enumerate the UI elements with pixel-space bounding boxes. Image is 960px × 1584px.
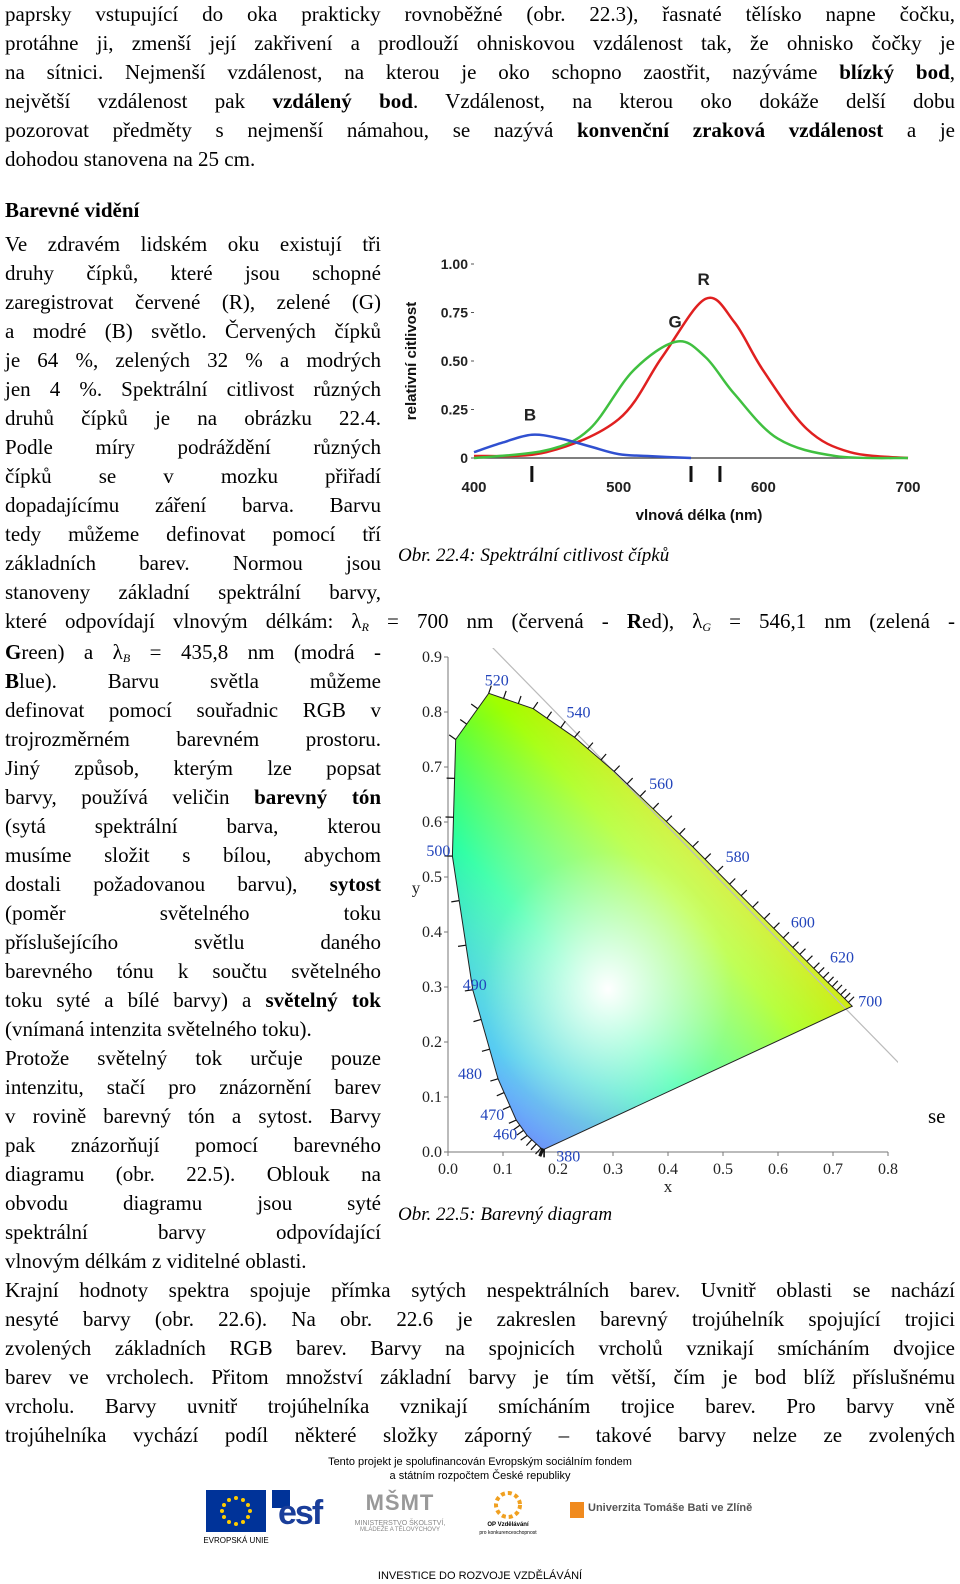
text-line: (poměr světelného toku	[5, 901, 381, 925]
locus-tick	[531, 1144, 536, 1150]
text-line: protáhne ji, zmenší její zakřivení a prodlouží ohniskovou vzdálenost tak, že ohnisko čočky je	[5, 31, 955, 55]
wavelength-label: 460	[493, 1126, 518, 1144]
x-tick-label: 400	[461, 479, 487, 496]
locus-tick	[774, 923, 780, 929]
bold-letter: R	[626, 609, 643, 633]
locus-tick	[841, 989, 847, 995]
text-line: Podle míry podráždění různých	[5, 435, 381, 459]
text-line: zvolených základních RGB barev. Barvy na spojnicích vrcholů vznikají smícháním dvojice	[5, 1336, 955, 1360]
locus-tick	[693, 841, 699, 847]
locus-tick	[504, 691, 507, 699]
locus-tick	[845, 993, 851, 999]
wavelength-label: 490	[462, 976, 487, 994]
x-tick-label: 0.7	[823, 1161, 843, 1178]
locus-tick	[473, 1019, 481, 1021]
x-tick-label: 700	[895, 479, 921, 496]
locus-tick	[521, 1136, 528, 1141]
locus-tick	[460, 719, 467, 724]
subscript: R	[361, 620, 369, 634]
text-span: které odpovídají vlnovým délkám: λ	[5, 609, 362, 633]
text-line: pak znázorňují pomocí barevného	[5, 1133, 381, 1157]
text-line: stanoveny základní spektrální barvy,	[5, 580, 381, 604]
locus-tick	[705, 854, 711, 860]
locus-tick	[814, 963, 820, 969]
white-point-glow	[398, 648, 898, 1198]
wavelength-label: 540	[566, 704, 591, 722]
locus-tick	[764, 913, 770, 919]
msmt-logo	[350, 1490, 450, 1540]
x-tick-label: 0.2	[548, 1161, 568, 1178]
text-line: Jiný způsob, kterým lze popsat	[5, 756, 381, 780]
text-line: druhů čípků je na obrázku 22.4.	[5, 406, 381, 430]
text-line: zaregistrovat červené (R), zelené (G)	[5, 290, 381, 314]
text-line: Krajní hodnoty spektra spojuje přímka sytých nespektrálních barev. Uvnitř oblasti se nachází	[5, 1278, 955, 1302]
locus-tick	[451, 901, 459, 902]
wavelength-label: 480	[458, 1065, 483, 1083]
text-line: barev ve vrcholech. Přitom množství základní barvy je tím větší, čím je bod blíž příslušnému	[5, 1365, 955, 1389]
y-tick-label: 0.50	[440, 353, 468, 369]
locus-tick	[653, 803, 659, 809]
text-line: barevného tónu k součtu světelného	[5, 959, 381, 983]
locus-tick	[836, 985, 842, 991]
series-label-B: B	[523, 405, 537, 425]
locus-tick	[449, 735, 456, 740]
wavelength-label: 380	[556, 1148, 581, 1166]
locus-tick	[640, 791, 646, 797]
text-line: (sytá spektrální barva, kterou	[5, 814, 381, 838]
text-line: definovat pomocí souřadnic RGB v	[5, 698, 381, 722]
text-span: = 700 nm (červená -	[368, 609, 627, 633]
footer	[0, 1450, 960, 1584]
op-text: OP Vzdělávání	[487, 1522, 529, 1528]
text-line: toku syté a bílé barvy) a světelný tok	[5, 988, 381, 1012]
x-tick-label: 0.1	[493, 1161, 513, 1178]
text-line: čípků se v mozku přiřadí	[5, 464, 381, 488]
x-tick-label: 600	[750, 479, 776, 496]
text-line: tedy můžeme definovat pomocí tří	[5, 522, 381, 546]
trailing-word: se	[928, 1104, 946, 1128]
text-span: ed), λ	[642, 609, 703, 633]
text-span: reen) a λ	[21, 640, 123, 664]
text-line: největší vzdálenost pak vzdálený bod. Vzdálenost, na kterou oko dokáže delší dobu	[5, 89, 955, 113]
op-subtext: pro konkurenceschopnost	[479, 1530, 537, 1536]
locus-tick	[793, 942, 799, 948]
text-line: vlnovým délkám z viditelné oblasti.	[5, 1249, 307, 1273]
op-emblem-icon	[490, 1490, 526, 1520]
wavelength-label: 500	[426, 843, 451, 861]
series-label-G: G	[668, 312, 682, 332]
y-axis-label: relativní citlivost	[403, 301, 420, 421]
footer-text-1: Tento projekt je spolufinancován Evropským sociálním fondem	[328, 1456, 632, 1468]
locus-tick	[490, 1079, 498, 1081]
locus-tick	[848, 997, 854, 1003]
x-axis-label: x	[663, 1177, 673, 1196]
locus-tick	[819, 967, 825, 973]
text-span: lue). Barvu světla můžeme	[19, 669, 381, 693]
spectral-sensitivity-chart	[398, 248, 928, 532]
locus-tick	[533, 702, 538, 709]
wavelength-label: 560	[649, 775, 674, 793]
locus-tick	[482, 1049, 490, 1051]
utb-text: Univerzita Tomáše Bati ve Zlíně	[588, 1502, 753, 1514]
y-axis-label: y	[411, 878, 421, 898]
locus-tick	[497, 1093, 504, 1096]
y-tick-label: 0.8	[422, 704, 442, 721]
locus-tick	[601, 754, 606, 760]
locus-tick	[680, 828, 686, 834]
x-tick-label: 0.6	[768, 1161, 788, 1178]
text-span: = 435,8 nm (modrá -	[130, 640, 382, 664]
locus-tick	[627, 778, 633, 784]
text-line: je 64 %, zelených 32 % a modrých	[5, 348, 381, 372]
eu-stars-icon	[206, 1490, 266, 1532]
text-line	[5, 58, 955, 87]
locus-tick	[783, 932, 789, 938]
y-tick-label: 0.5	[422, 869, 442, 886]
y-tick-label: 0.2	[422, 1034, 442, 1051]
eu-logo	[206, 1490, 266, 1532]
lambda-line	[5, 607, 955, 642]
x-tick-label: 0.3	[603, 1161, 623, 1178]
locus-tick	[828, 977, 834, 983]
y-tick-label: 0.0	[422, 1144, 442, 1161]
text-line: pozorovat předměty s nejmenší námahou, se nazývá konvenční zraková vzdálenost a je	[5, 118, 955, 142]
text-line: a modré (B) světlo. Červených čípků	[5, 319, 381, 343]
locus-tick	[471, 704, 478, 709]
y-tick-label: 0.3	[422, 979, 442, 996]
x-axis-label: vlnová délka (nm)	[635, 507, 763, 524]
x-tick-label: 0.0	[438, 1161, 458, 1178]
x-tick-label: 0.4	[658, 1161, 678, 1178]
locus-tick	[509, 1120, 516, 1123]
wavelength-label: 470	[480, 1107, 505, 1125]
text-line: spektrální barvy odpovídající	[5, 1220, 381, 1244]
locus-tick	[823, 972, 829, 978]
y-tick-label: 0.25	[440, 401, 468, 418]
wavelength-label: 700	[858, 993, 883, 1011]
x-tick-label: 0.8	[878, 1161, 898, 1178]
msmt-subtext: MINISTERSTVO ŠKOLSTVÍ,	[354, 1520, 446, 1527]
locus-tick	[666, 816, 672, 822]
text-line: diagramu (obr. 22.5). Oblouk na	[5, 1162, 381, 1186]
y-tick-label: 0.75	[440, 304, 468, 321]
locus-tick	[458, 945, 466, 946]
text-line: Protože světelný tok určuje pouze	[5, 1046, 381, 1070]
locus-tick	[547, 712, 552, 719]
utb-logo	[570, 1500, 770, 1524]
text-line: musíme složit s bílou, abychom	[5, 843, 381, 867]
y-tick-label: 0.7	[422, 759, 442, 776]
locus-tick	[614, 766, 620, 772]
text-line: trojrozměrném barevném prostoru.	[5, 727, 381, 751]
locus-tick	[517, 1130, 524, 1135]
text-line: nesyté barvy (obr. 22.6). Na obr. 22.6 je zakreslen barevný trojúhelník spojující trojici	[5, 1307, 955, 1331]
series-line-G	[474, 341, 908, 458]
subscript: B	[122, 651, 131, 665]
text-line: základních barev. Normou jsou	[5, 551, 381, 575]
investice-text: INVESTICE DO ROZVOJE VZDĚLÁVÁNÍ	[377, 1570, 583, 1582]
locus-tick	[561, 721, 566, 728]
locus-tick	[730, 878, 736, 884]
eu-label: EVROPSKÁ UNIE	[203, 1536, 269, 1545]
locus-tick	[741, 890, 747, 896]
subscript: G	[702, 620, 712, 634]
text-line: v rovině barevný tón a sytost. Barvy	[5, 1104, 381, 1128]
y-tick-label: 0.1	[422, 1089, 442, 1106]
text-line: intenzitu, stačí pro znázornění barev	[5, 1075, 381, 1099]
text-line: barvy, používá veličin barevný tón	[5, 785, 381, 809]
text-line: vrcholu. Barvy uvnitř trojúhelníka vznikají smícháním trojice barev. Pro barvy vně	[5, 1394, 955, 1418]
y-tick-label: 1.00	[440, 256, 468, 272]
op-logo	[478, 1490, 538, 1540]
msmt-subtext: MLÁDEŽE A TĚLOVÝCHOVY	[360, 1527, 440, 1533]
text-line: dopadajícímu záření barva. Barvu	[5, 493, 381, 517]
series-label-R: R	[697, 269, 710, 289]
figure-caption-2: Obr. 22.5: Barevný diagram	[398, 1204, 613, 1225]
text-line: obvodu diagramu jsou syté	[5, 1191, 381, 1215]
figure-caption-1: Obr. 22.4: Spektrální citlivost čípků	[398, 545, 670, 566]
esf-text: esf	[278, 1494, 322, 1532]
footer-text-2: a státním rozpočtem České republiky	[389, 1470, 571, 1482]
locus-tick	[800, 949, 806, 955]
text-line: trojúhelníka vychází podíl některé složky záporný – takové barvy nelze ze zvolených	[5, 1423, 955, 1447]
text-line: Ve zdravém lidském oku existují tři	[5, 232, 381, 256]
wavelength-label: 520	[484, 672, 509, 690]
text-line: (vnímaná intenzita světelného toku).	[5, 1017, 312, 1041]
y-tick-label: 0.4	[422, 924, 442, 941]
text-span: = 546,1 nm (zelená -	[711, 609, 955, 633]
locus-tick	[807, 956, 813, 962]
locus-tick	[526, 1140, 531, 1146]
locus-tick	[753, 902, 759, 908]
section-heading: Barevné vidění	[5, 198, 140, 222]
x-tick-label: 0.5	[713, 1161, 733, 1178]
locus-tick	[832, 981, 838, 987]
wavelength-label: 600	[790, 914, 815, 932]
text-line: paprsky vstupující do oka prakticky rovnoběžné (obr. 22.3), řasnaté tělísko napne čočku,	[5, 2, 955, 26]
y-tick-label: 0.9	[422, 649, 442, 666]
bold-letter: G	[5, 640, 22, 664]
wavelength-label: 580	[725, 849, 750, 867]
locus-tick	[717, 866, 723, 872]
wavelength-label: 620	[830, 949, 855, 967]
text-line: druhy čípků, které jsou schopné	[5, 261, 381, 285]
msmt-text: MŠMT	[365, 1490, 435, 1515]
bold-letter: B	[5, 669, 20, 693]
esf-logo	[272, 1490, 330, 1540]
text-line: dohodou stanovena na 25 cm.	[5, 147, 256, 171]
text-line: příslušejícího světlu daného	[5, 930, 381, 954]
y-tick-label: 0	[460, 450, 468, 466]
chromaticity-diagram	[398, 648, 898, 1198]
text-line: jen 4 %. Spektrální citlivost různých	[5, 377, 381, 401]
locus-tick	[518, 696, 521, 704]
text-line: dostali požadovanou barvu), sytost	[5, 872, 381, 896]
y-tick-label: 0.6	[422, 814, 442, 831]
x-tick-label: 500	[606, 479, 632, 496]
emph-text: na sítnici. Nejmenší vzdálenost, na kterou je oko schopno zaostřit, nazýváme blízký bod,	[5, 60, 955, 84]
text-line	[5, 667, 381, 696]
